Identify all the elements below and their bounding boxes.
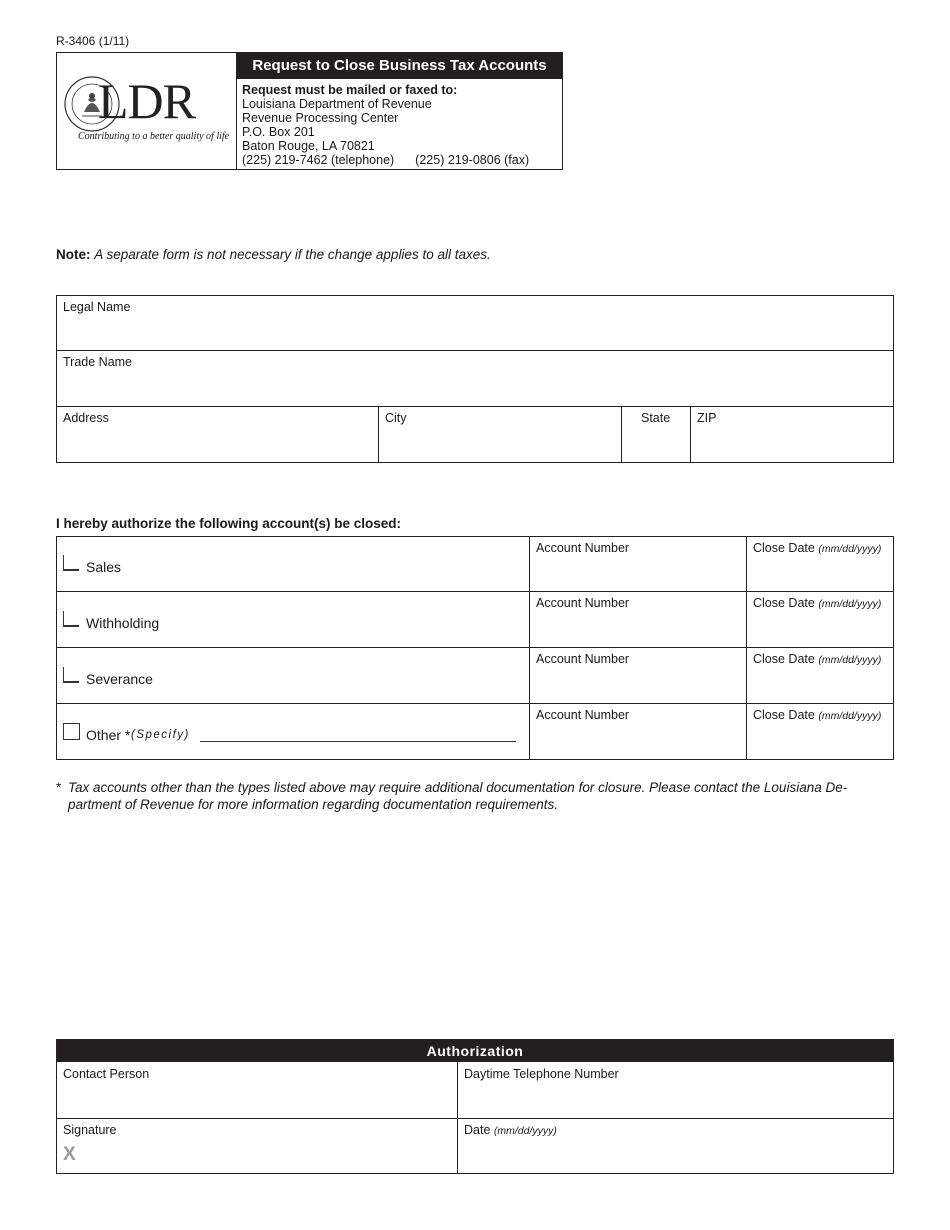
telephone: (225) 219-7462 (telephone) <box>242 153 395 167</box>
zip-field[interactable] <box>691 407 893 462</box>
account-number-label: Account Number <box>536 596 630 610</box>
address-line: Revenue Processing Center <box>242 111 399 125</box>
other-close-date-field[interactable] <box>747 704 893 759</box>
date-format: (mm/dd/yyyy) <box>818 710 882 722</box>
daytime-phone-field[interactable] <box>458 1063 893 1118</box>
sales-label: Sales <box>86 559 122 575</box>
city-field[interactable] <box>379 407 621 462</box>
withholding-checkbox[interactable] <box>63 611 79 627</box>
account-row-other <box>57 704 529 759</box>
ldr-logo-text: LDR <box>98 73 195 129</box>
footnote-mark: * <box>56 780 62 795</box>
other-account-number-field[interactable] <box>530 704 746 759</box>
note-label: Note: <box>56 247 91 262</box>
footnote-line-2: partment of Revenue for more information regarding documentation requirements. <box>68 797 559 812</box>
specify-label: (Specify) <box>131 729 190 741</box>
signature-label: Signature <box>63 1123 117 1137</box>
contact-person-field[interactable] <box>57 1063 457 1118</box>
severance-checkbox[interactable] <box>63 667 79 683</box>
sales-account-number-field[interactable] <box>530 537 746 591</box>
signature-x-mark: X <box>63 1144 76 1165</box>
fax: (225) 219-0806 (fax) <box>415 153 530 167</box>
state-label: State <box>641 411 671 425</box>
severance-account-number-field[interactable] <box>530 648 746 703</box>
date-format: (mm/dd/yyyy) <box>818 654 882 666</box>
close-date-label: Close Date <box>753 652 815 666</box>
sales-checkbox[interactable] <box>63 555 79 571</box>
account-row-withholding <box>57 592 529 647</box>
note-text: A separate form is not necessary if the change applies to all taxes. <box>94 247 491 262</box>
withholding-label: Withholding <box>86 615 160 631</box>
address-line: Louisiana Department of Revenue <box>242 97 432 111</box>
address-field[interactable] <box>57 407 378 462</box>
legal-name-label: Legal Name <box>63 300 131 314</box>
other-checkbox[interactable] <box>63 723 80 740</box>
mailing-info <box>242 83 529 167</box>
footnote <box>56 779 847 813</box>
close-date-label: Close Date <box>753 541 815 555</box>
accounts-heading: I hereby authorize the following account(s) be closed: <box>56 516 402 531</box>
withholding-close-date-field[interactable] <box>747 592 893 647</box>
footnote-line-1: Tax accounts other than the types listed above may require additional documentation for closure. Please contact the Louisiana De- <box>68 780 848 795</box>
date-format: (mm/dd/yyyy) <box>493 1125 557 1137</box>
zip-label: ZIP <box>697 411 717 425</box>
other-label: Other * <box>86 727 131 743</box>
severance-label: Severance <box>86 671 153 687</box>
withholding-account-number-field[interactable] <box>530 592 746 647</box>
contact-person-label: Contact Person <box>63 1067 150 1081</box>
form-title: Request to Close Business Tax Accounts <box>237 53 562 79</box>
severance-close-date-field[interactable] <box>747 648 893 703</box>
specify-line[interactable] <box>200 741 516 742</box>
trade-name-label: Trade Name <box>63 355 133 369</box>
account-row-sales <box>57 537 529 591</box>
form-number: R-3406 (1/11) <box>56 34 130 48</box>
account-row-severance <box>57 648 529 703</box>
authorization-title: Authorization <box>57 1040 893 1062</box>
date-label: Date <box>464 1123 491 1137</box>
note <box>56 247 491 262</box>
daytime-phone-label: Daytime Telephone Number <box>464 1067 619 1081</box>
account-number-label: Account Number <box>536 708 630 722</box>
ldr-logo <box>62 74 234 148</box>
city-label: City <box>385 411 407 425</box>
mail-heading: Request must be mailed or faxed to: <box>242 83 458 97</box>
signature-date-field[interactable] <box>458 1119 893 1173</box>
logo-tagline: Contributing to a better quality of life <box>78 131 230 142</box>
trade-name-field[interactable] <box>57 351 893 406</box>
account-number-label: Account Number <box>536 652 630 666</box>
legal-name-field[interactable] <box>57 296 893 350</box>
close-date-label: Close Date <box>753 596 815 610</box>
sales-close-date-field[interactable] <box>747 537 893 591</box>
date-format: (mm/dd/yyyy) <box>818 543 882 555</box>
address-line: P.O. Box 201 <box>242 125 315 139</box>
close-date-label: Close Date <box>753 708 815 722</box>
account-number-label: Account Number <box>536 541 630 555</box>
address-label: Address <box>63 411 109 425</box>
address-line: Baton Rouge, LA 70821 <box>242 139 375 153</box>
date-format: (mm/dd/yyyy) <box>818 598 882 610</box>
signature-field[interactable] <box>57 1119 457 1173</box>
state-field[interactable] <box>622 407 690 462</box>
